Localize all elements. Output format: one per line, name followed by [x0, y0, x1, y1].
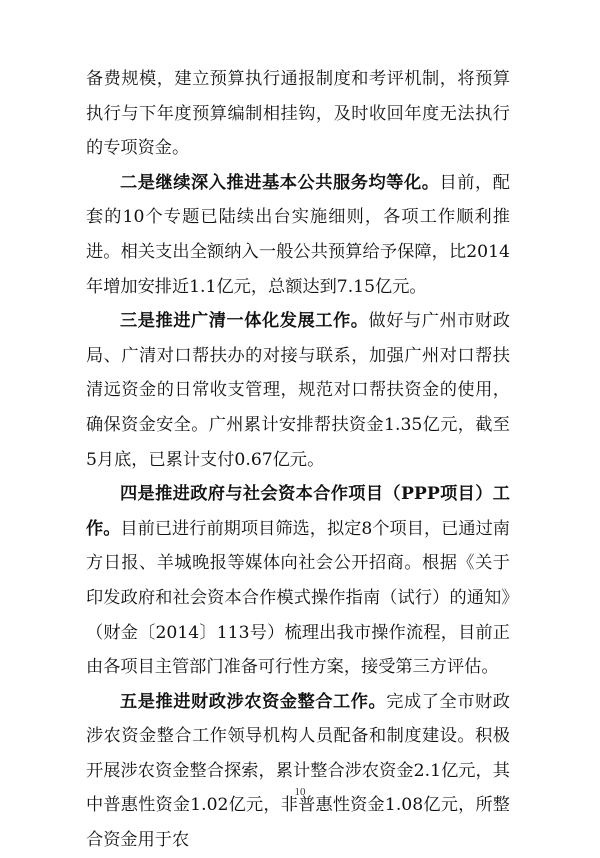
paragraph-heading: 二是继续深入推进基本公共服务均等化。	[120, 172, 440, 193]
paragraph-basic-public-services	[86, 166, 510, 304]
paragraph-heading: 三是推进广清一体化发展工作。	[120, 311, 369, 332]
page-number: 10	[294, 786, 306, 798]
paragraph-heading: 四是推进政府与社会资本合作项目（PPP项目）工作。	[86, 484, 510, 539]
paragraph-guangqing-integration	[86, 304, 510, 477]
paragraph-heading: 五是推进财政涉农资金整合工作。	[120, 691, 387, 712]
paragraph-text: 完成了全市财政涉农资金整合工作领导机构人员配备和制度建设。积极开展涉农资金整合探索，累计整合涉农资金2.1亿元，其中普惠性资金1.02亿元，非普惠性资金1.08亿元，所整合资金用于农	[86, 691, 510, 851]
paragraph-ppp-projects	[86, 477, 510, 685]
paragraph-continued	[86, 62, 510, 166]
paragraph-text: 做好与广州市财政局、广清对口帮扶办的对接与联系，加强广州对口帮扶清远资金的日常收支管理，规范对口帮扶资金的使用，确保资金安全。广州累计安排帮扶资金1.35亿元，截至5月底，已累计支付0.67亿元。	[86, 311, 510, 470]
paragraph-agricultural-funds	[86, 685, 510, 858]
document-body	[86, 62, 510, 858]
paragraph-text: 目前，配套的10个专题已陆续出台实施细则，各项工作顺利推进。相关支出全额纳入一般公共预算给予保障，比2014年增加安排近1.1亿元，总额达到7.15亿元。	[86, 172, 510, 297]
paragraph-text: 目前已进行前期项目筛选，拟定8个项目，已通过南方日报、羊城晚报等媒体向社会公开招商。根据《关于印发政府和社会资本合作模式操作指南（试行）的通知》（财金〔2014〕113号）梳理出我市操作流程，目前正由各项目主管部门准备可行性方案，接受第三方评估。	[86, 518, 510, 678]
paragraph-text: 备费规模，建立预算执行通报制度和考评机制，将预算执行与下年度预算编制相挂钩，及时收回年度无法执行的专项资金。	[86, 69, 510, 159]
